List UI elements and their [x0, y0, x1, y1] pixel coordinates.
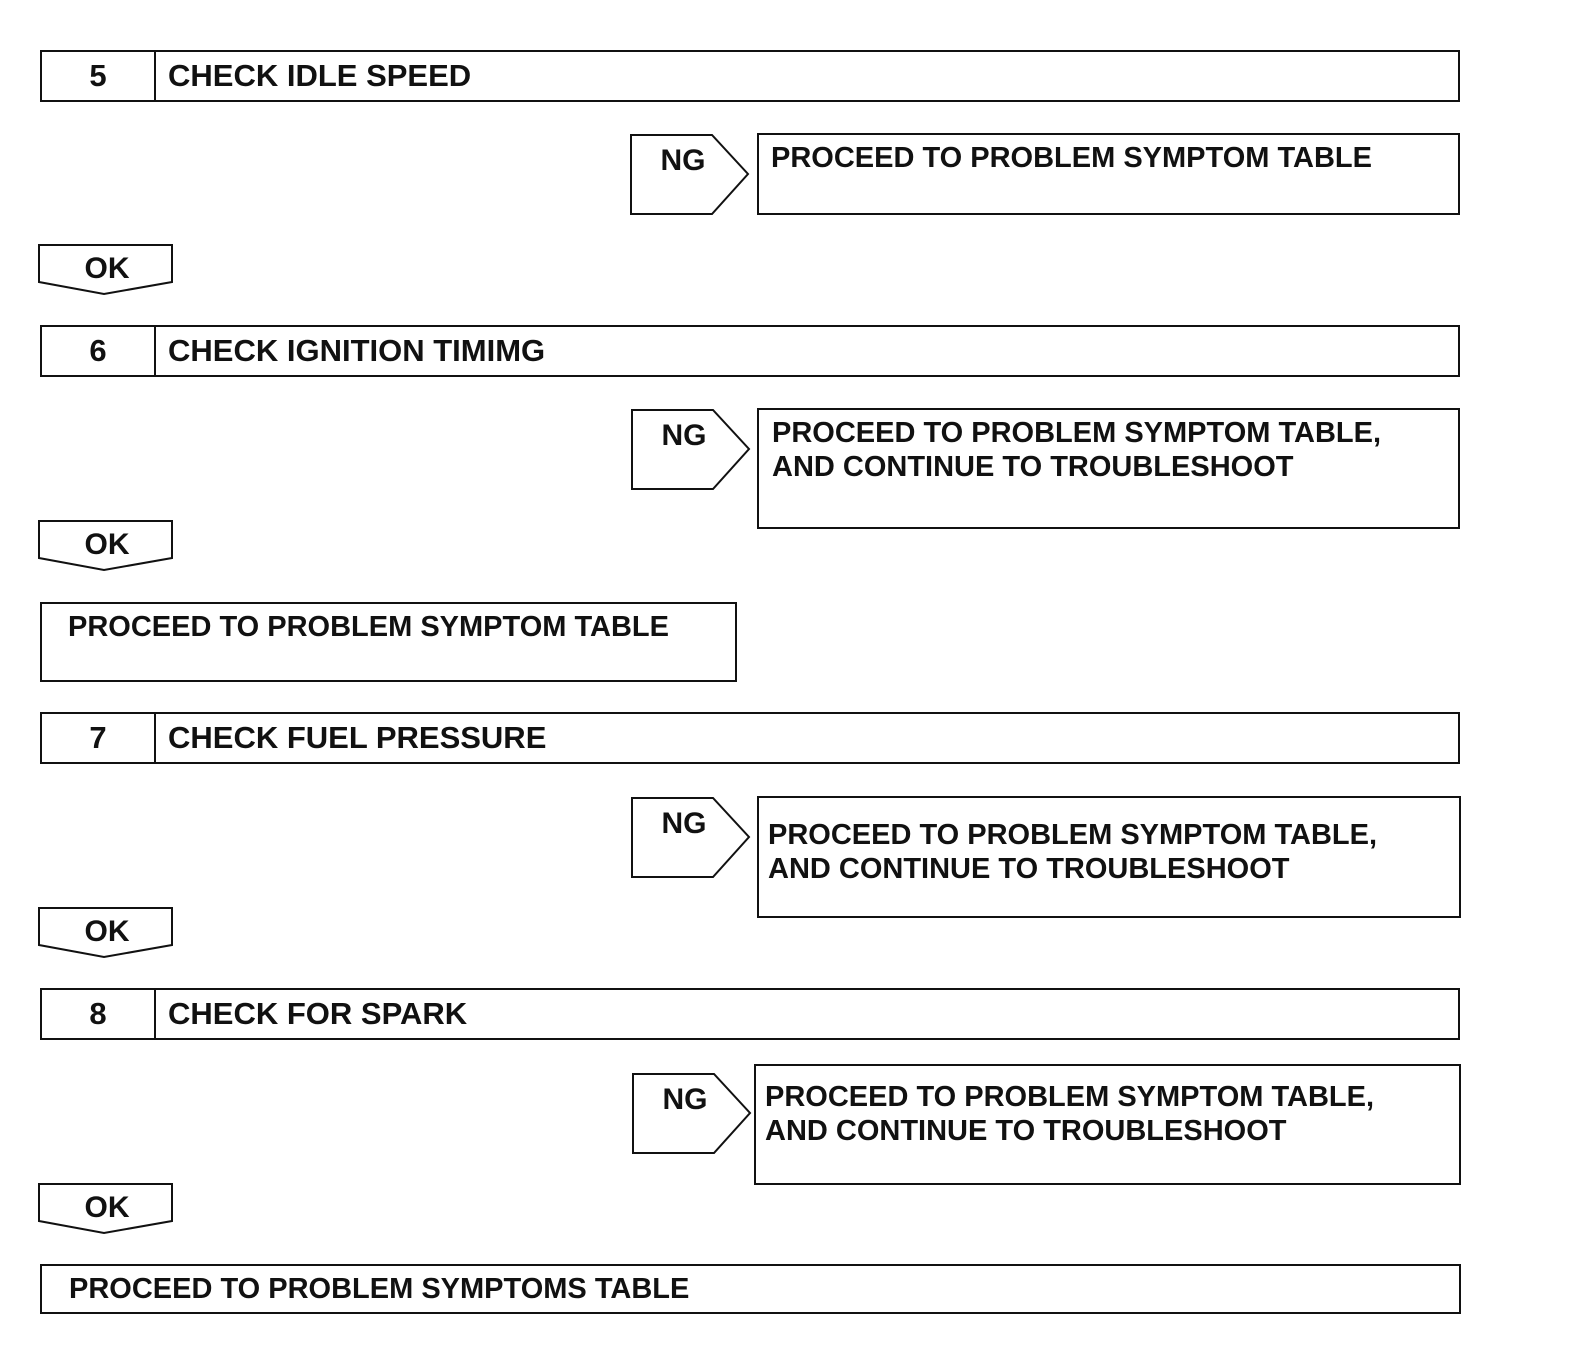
ng-result-text: PROCEED TO PROBLEM SYMPTOM TABLE — [771, 142, 1372, 174]
ng-arrow — [630, 134, 750, 216]
ng-result-box — [757, 133, 1460, 215]
ng-result-line-1: PROCEED TO PROBLEM SYMPTOM TABLE, — [772, 417, 1382, 449]
ok-arrow — [38, 907, 176, 959]
step-title: CHECK FOR SPARK — [168, 996, 468, 1031]
ng-result-line-2: AND CONTINUE TO TROUBLESHOOT — [772, 451, 1294, 483]
ok-arrow — [38, 520, 176, 572]
step-7-box — [40, 712, 1460, 764]
ng-result-box — [757, 408, 1460, 529]
step-number: 6 — [42, 327, 156, 375]
ng-result-box — [754, 1064, 1461, 1185]
ok-result-text: PROCEED TO PROBLEM SYMPTOMS TABLE — [69, 1273, 690, 1305]
ng-label: NG — [661, 419, 707, 452]
ng-result-line-1: PROCEED TO PROBLEM SYMPTOM TABLE, — [765, 1081, 1375, 1113]
step-8-box — [40, 988, 1460, 1040]
ok-label: OK — [84, 1191, 130, 1224]
ok-result-box — [40, 1264, 1461, 1314]
step-number: 7 — [42, 714, 156, 762]
ng-result-line-1: PROCEED TO PROBLEM SYMPTOM TABLE, — [768, 819, 1378, 851]
ng-arrow — [631, 797, 751, 879]
ng-label: NG — [661, 807, 707, 840]
ok-label: OK — [84, 252, 130, 285]
step-6-box — [40, 325, 1460, 377]
ok-result-text: PROCEED TO PROBLEM SYMPTOM TABLE — [68, 611, 669, 643]
step-number: 8 — [42, 990, 156, 1038]
ok-label: OK — [84, 915, 130, 948]
ng-result-line-2: AND CONTINUE TO TROUBLESHOOT — [765, 1115, 1287, 1147]
ng-result-box — [757, 796, 1461, 918]
ok-label: OK — [84, 528, 130, 561]
ok-result-box — [40, 602, 737, 682]
ng-label: NG — [660, 144, 706, 177]
step-5-box — [40, 50, 1460, 102]
step-title: CHECK IDLE SPEED — [168, 58, 472, 93]
step-number: 5 — [42, 52, 156, 100]
ng-label: NG — [662, 1083, 708, 1116]
ng-arrow — [631, 409, 751, 491]
step-title: CHECK IGNITION TIMIMG — [168, 333, 546, 368]
ok-arrow — [38, 1183, 176, 1235]
ok-arrow — [38, 244, 176, 296]
ng-arrow — [632, 1073, 752, 1155]
step-title: CHECK FUEL PRESSURE — [168, 720, 547, 755]
ng-result-line-2: AND CONTINUE TO TROUBLESHOOT — [768, 853, 1290, 885]
